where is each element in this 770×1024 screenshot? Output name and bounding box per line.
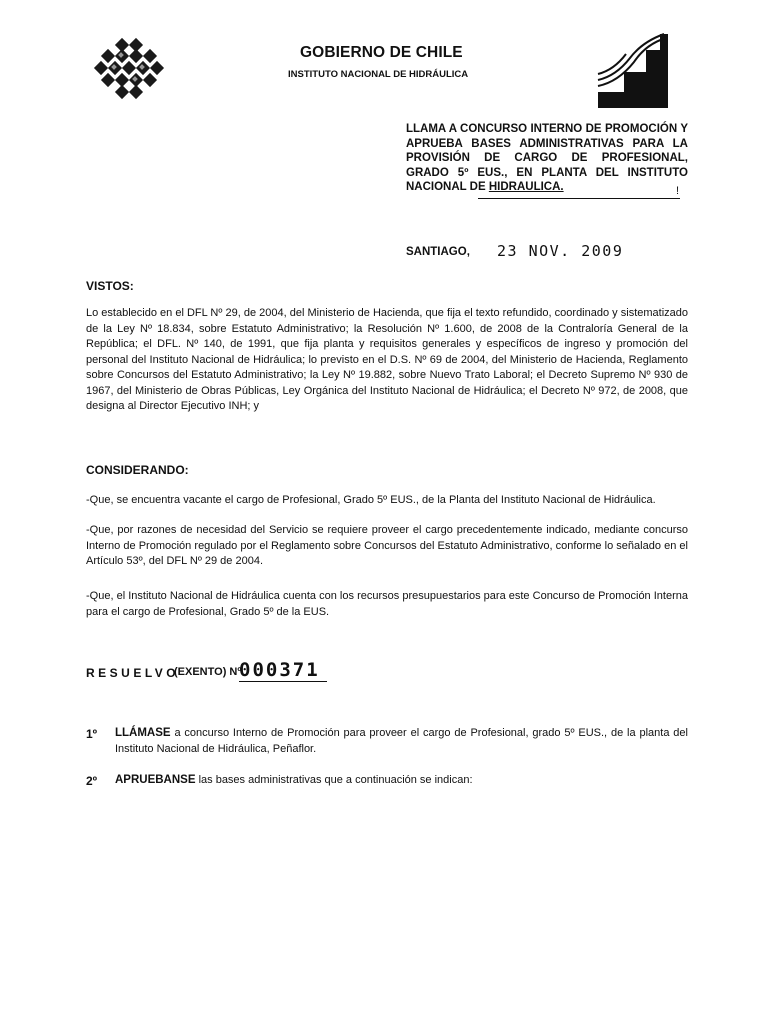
resolution-item-number: 1º	[86, 727, 98, 741]
vistos-heading: VISTOS:	[86, 279, 134, 293]
resolution-body: a concurso Interno de Promoción para proveer el cargo de Profesional, grado 5º EUS., de la planta del Instituto Nacional de Hidráulica, Peñaflor.	[115, 727, 688, 755]
exento-label: (EXENTO) Nº	[174, 666, 242, 678]
place-label: SANTIAGO,	[406, 246, 470, 258]
resolution-keyword: APRUEBANSE	[115, 774, 196, 786]
subject-text: LLAMA A CONCURSO INTERNO DE PROMOCIÓN Y APRUEBA BASES ADMINISTRATIVAS PARA LA PROVISIÓN DE CARGO DE PROFESIONAL, GRADO 5º EUS., EN PLANTA DEL INSTITUTO NACIONAL DE	[406, 123, 688, 193]
subject-end-mark: !	[676, 185, 680, 197]
considerando-heading: CONSIDERANDO:	[86, 463, 189, 477]
page-title: GOBIERNO DE CHILE	[300, 44, 463, 61]
subject-underline	[478, 198, 680, 199]
considerando-item: -Que, se encuentra vacante el cargo de Profesional, Grado 5º EUS., de la Planta del Instituto Nacional de Hidráulica.	[86, 494, 656, 506]
vistos-paragraph: Lo establecido en el DFL Nº 29, de 2004, del Ministerio de Hacienda, que fija el texto refundido, coordinado y sistematizado de la Ley Nº 18.834, sobre Estatuto Administrativo; la Resolución Nº 1.600, de 2008 de la Contraloría General de la República; el DFL. Nº 140, de 1991, que fija planta y requisitos generales y específicos de ingreso y promoción del personal del Instituto Nacional de Hidráulica; lo previsto en el D.S. Nº 69 de 2004, del Ministerio de Hacienda, Reglamento sobre Concursos del Estatuto Administrativo; la Ley Nº 19.882, sobre Nuevo Trato Laboral; el Decreto Supremo Nº 930 de 1967, del Ministerio de Obras Públicas, Ley Orgánica del Instituto Nacional de Hidráulica; el Decreto Nº 972, de 2008, que designa al Director Ejecutivo INH; y	[86, 307, 688, 412]
date-stamp: 23 NOV. 2009	[497, 242, 624, 260]
considerando-item: -Que, por razones de necesidad del Servicio se requiere proveer el cargo precedentemente indicado, mediante concurso Interno de Promoción regulado por el Reglamento sobre Concursos del Estatuto Administrativo, conforme lo señalado en el Artículo 53º, del DFL Nº 29 de 2004.	[86, 524, 688, 567]
government-logo-icon	[86, 34, 172, 104]
institution-name: INSTITUTO NACIONAL DE HIDRÁULICA	[288, 69, 469, 80]
resolution-item-text	[115, 773, 688, 789]
resolution-item-number: 2º	[86, 774, 98, 788]
resolution-number-underline	[239, 681, 327, 682]
institute-logo-icon	[594, 32, 668, 108]
resuelvo-label: RESUELVO	[86, 666, 180, 680]
considerando-item: -Que, el Instituto Nacional de Hidráulica cuenta con los recursos presupuestarios para este Concurso de Promoción Interna para el cargo de Profesional, Grado 5º de la EUS.	[86, 590, 688, 618]
subject-last-line: HIDRAULICA.	[488, 181, 564, 193]
resolution-keyword: LLÁMASE	[115, 727, 171, 739]
resolution-item-text	[115, 726, 688, 757]
resolution-body: las bases administrativas que a continuación se indican:	[198, 774, 473, 786]
resolution-subject	[406, 122, 688, 195]
resolution-number: 000371	[239, 659, 320, 681]
